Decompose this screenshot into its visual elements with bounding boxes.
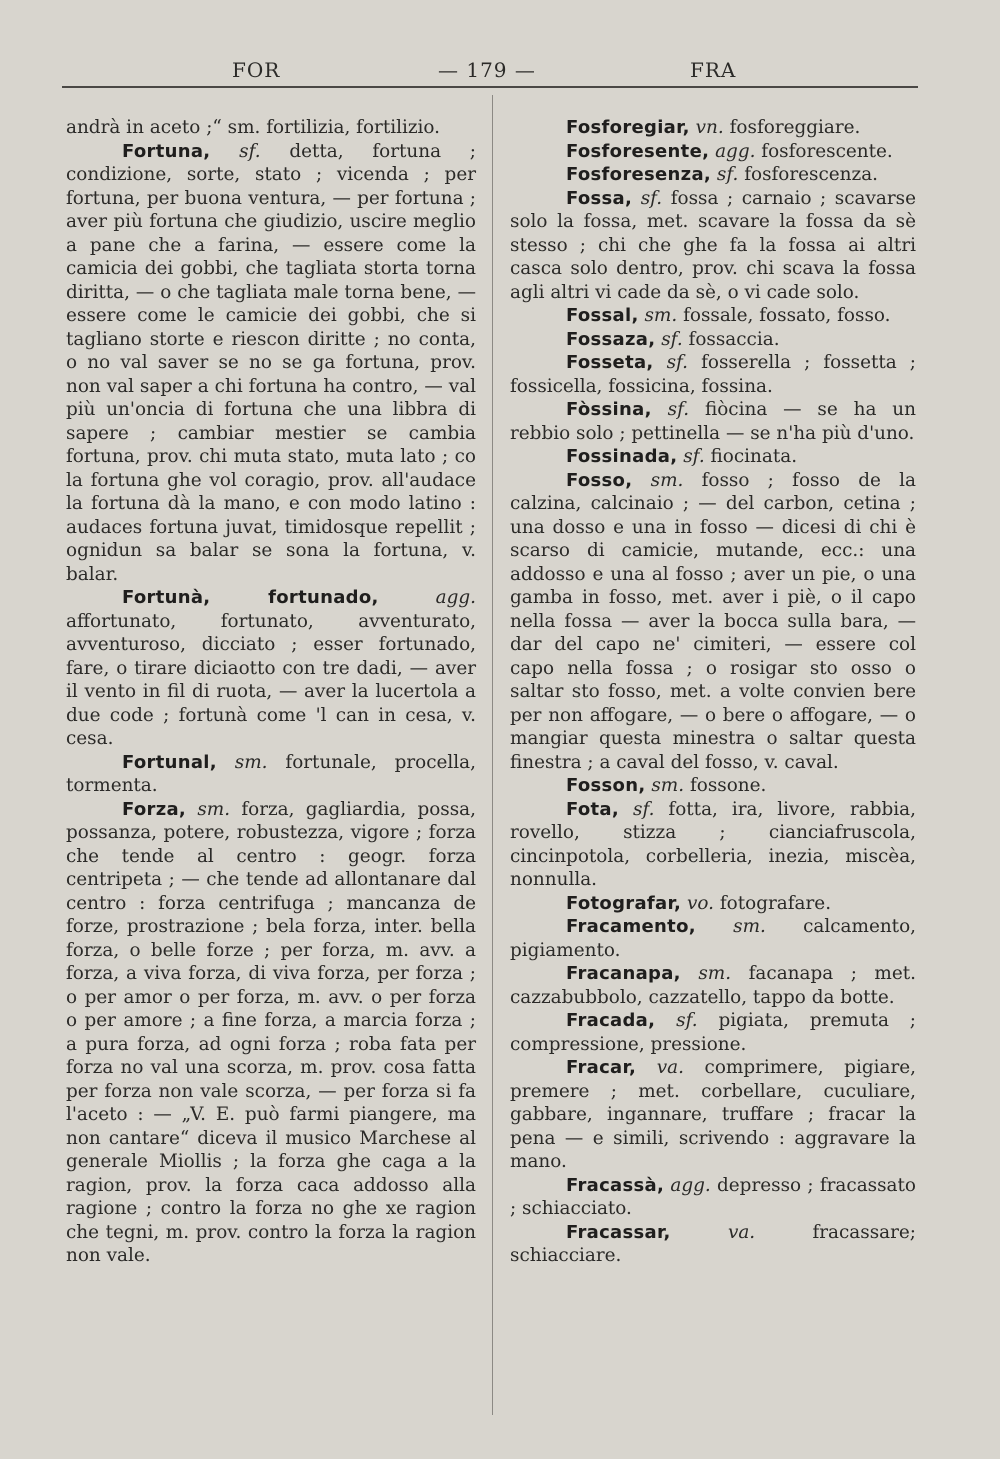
- entry-definition: fiòcina — se ha un rebbio solo ; pettinella — se n'ha più d'uno.: [510, 399, 916, 444]
- entry-definition: fosforeggiare.: [729, 117, 861, 138]
- entry-definition: fotta, ira, livore, rabbia, rovello, stizza ; cianciafruscola, cincinpotola, corbelleria, inezia, miscèa, nonnulla.: [510, 798, 916, 890]
- entry-definition: fiocinata.: [710, 446, 798, 467]
- entry-headword: Fossaza,: [566, 328, 656, 350]
- entry-part-of-speech: sf.: [661, 328, 683, 350]
- entry-headword: Fossa,: [566, 187, 633, 209]
- dictionary-entry: [66, 140, 476, 587]
- page-header: [62, 58, 918, 86]
- dictionary-entry: [510, 445, 916, 469]
- dictionary-entry: [510, 116, 916, 140]
- entry-headword: Fortunà, fortunado,: [122, 587, 379, 608]
- entry-definition: fossone.: [689, 775, 767, 796]
- entry-part-of-speech: sf.: [683, 446, 705, 467]
- entry-headword: Fracassar,: [566, 1221, 671, 1243]
- entry-continuation: [66, 116, 476, 140]
- entry-part-of-speech: sf.: [666, 352, 689, 373]
- dictionary-entry: [510, 774, 916, 798]
- entry-part-of-speech: sm.: [197, 798, 231, 820]
- entry-headword: Fota,: [566, 798, 620, 820]
- dictionary-entry: [510, 398, 916, 445]
- entry-headword: Fosforesenza,: [566, 164, 712, 185]
- entry-part-of-speech: sm.: [650, 469, 684, 491]
- entry-headword: Fotografar,: [566, 892, 682, 914]
- dictionary-entry: [510, 915, 916, 962]
- entry-part-of-speech: sm.: [733, 916, 766, 937]
- entry-headword: Fortunal,: [122, 751, 217, 773]
- entry-part-of-speech: sf.: [676, 1010, 698, 1031]
- entry-text: andrà in aceto ;“ sm. fortilizia, fortilizio.: [66, 117, 441, 138]
- entry-headword: Fosso,: [566, 469, 633, 491]
- entry-headword: Fracar,: [566, 1057, 637, 1078]
- dictionary-entry: [510, 962, 916, 1009]
- entry-definition: calcamento, pigiamento.: [510, 916, 916, 961]
- entry-definition: fosso ; fosso de la calzina, calcinaio ; — del carbon, cetina ; una dosso e una in fosso — dicesi di chi è scarso di camicie, mutande, ecc.: una addosso e una al fosso ; aver un pie, o una gamba in fosso, met. aver i piè, o il capo nella fossa — aver la bocca sulla bara, — dar del capo ne' cimiteri, — essere col capo nella fossa ; o rosigar sto osso o saltar sto fosso, met. a volte convien bere per non affogare, — o bere o affogare, — o mangiar questa minestra o saltar questa finestra ; a caval del fosso, v. caval.: [510, 469, 916, 773]
- entry-definition: forza, gagliardia, possa, possanza, potere, robustezza, vigore ; forza che tende al centro : geogr. forza centripeta ; — che tende ad allontanare dal centro : forza centrifuga ; mancanza de forze, prostrazione ; bela forza, inter. bella forza, o belle forze ; per forza, m. avv. a forza, a viva forza, di viva forza, per forza ; o per amor o per forza, m. avv. o per forza o per amore ; a fine forza, a marcia forza ; a pura forza, ad ogni forza ; roba fata per forza no val una scorza, m. prov. cosa fatta per forza non vale scorza, — per forza si fa l'aceto : — „V. E. può farmi piangere, ma non cantare“ diceva il musico Marchese al generale Miollis ; la forza ghe caga a la ragion, prov. la forza caca addosso alla ragione ; contro la forza no ghe xe ragion che tegni, m. prov. contro la forza la ragion non vale.: [66, 798, 476, 1266]
- entry-headword: Fracanapa,: [566, 963, 681, 984]
- dictionary-entry: [66, 751, 476, 798]
- entry-part-of-speech: sm.: [644, 305, 678, 326]
- entry-definition: fortunale, procella, tormenta.: [66, 751, 476, 796]
- entry-definition: facanapa ; met. cazzabubbolo, cazzatello, tappo da botte.: [510, 963, 916, 1008]
- entry-part-of-speech: sf.: [640, 187, 663, 209]
- entry-part-of-speech: va.: [727, 1221, 756, 1243]
- dictionary-entry: [510, 798, 916, 892]
- right-column: [510, 116, 916, 1268]
- dictionary-entry: [510, 1174, 916, 1221]
- entry-part-of-speech: sf.: [716, 164, 739, 185]
- entry-definition: fosforescenza.: [744, 164, 879, 185]
- entry-part-of-speech: sf.: [667, 399, 690, 420]
- entry-headword: Fracada,: [566, 1010, 656, 1031]
- header-left-guideword: FOR: [232, 58, 281, 82]
- dictionary-entry: [510, 892, 916, 916]
- entry-part-of-speech: sm.: [651, 775, 685, 796]
- dictionary-entry: [510, 140, 916, 164]
- entry-part-of-speech: sf.: [239, 140, 261, 162]
- column-divider: [492, 95, 493, 1415]
- entry-part-of-speech: agg.: [715, 140, 756, 162]
- entry-headword: Fosforesente,: [566, 140, 710, 162]
- dictionary-entry: [510, 469, 916, 775]
- entry-definition: pigiata, premuta ; compressione, pressione.: [510, 1010, 916, 1055]
- entry-part-of-speech: sm.: [234, 751, 268, 773]
- entry-part-of-speech: sf.: [633, 798, 655, 820]
- entry-definition: fotografare.: [719, 892, 832, 914]
- entry-headword: Fosforegiar,: [566, 117, 690, 138]
- dictionary-entry: [510, 351, 916, 398]
- dictionary-entry: [66, 798, 476, 1268]
- page-number: — 179 —: [438, 58, 536, 82]
- entry-headword: Fossal,: [566, 305, 639, 326]
- entry-part-of-speech: vn.: [695, 117, 724, 138]
- entry-part-of-speech: vo.: [687, 892, 715, 914]
- dictionary-entry: [66, 586, 476, 751]
- entry-definition: comprimere, pigiare, premere ; met. corbellare, cuculiare, gabbare, ingannare, truffare ; fracar la pena — e simili, scrivendo : aggravare la mano.: [510, 1057, 916, 1172]
- entry-definition: depresso ; fracassato ; schiacciato.: [510, 1174, 916, 1219]
- dictionary-entry: [510, 187, 916, 305]
- entry-part-of-speech: va.: [656, 1057, 684, 1078]
- dictionary-entry: [510, 1009, 916, 1056]
- entry-definition: detta, fortuna ; condizione, sorte, stato ; vicenda ; per fortuna, per buona ventura, — per fortuna ; aver più fortuna che giudizio, uscire meglio a pane che a farina, — essere come la camicia dei gobbi, che tagliata storta torna diritta, — o che tagliata male torna bene, — essere come le camicie dei gobbi, che si tagliano storte e riescon diritte ; no conta, o no val saver se no se ga fortuna, prov. non val saper a chi fortuna ha contro, — val più un'oncia di fortuna che una libbra di sapere ; cambiar mestier se cambia fortuna, prov. chi muta stato, muta lato ; co la fortuna ghe vol coragio, prov. all'audace la fortuna dà la mano, e con modo latino : audaces fortuna juvat, timidosque repellit ; ognidun sa balar se sona la fortuna, v. balar.: [66, 140, 476, 585]
- entry-headword: Fosseta,: [566, 352, 654, 373]
- entry-definition: fosforescente.: [761, 140, 893, 162]
- entry-definition: fossale, fossato, fosso.: [683, 305, 891, 326]
- entry-definition: fosserella ; fossetta ; fossicella, fossicina, fossina.: [510, 352, 916, 397]
- entry-headword: Fracamento,: [566, 916, 696, 937]
- entry-part-of-speech: agg.: [670, 1174, 711, 1196]
- entry-headword: Forza,: [122, 798, 187, 820]
- dictionary-entry: [510, 1056, 916, 1174]
- entry-definition: fossaccia.: [688, 328, 780, 350]
- entry-headword: Fracassà,: [566, 1174, 665, 1196]
- header-right-guideword: FRA: [690, 58, 737, 82]
- entry-headword: Fòssina,: [566, 399, 652, 420]
- entry-headword: Fortuna,: [122, 140, 211, 162]
- dictionary-entry: [510, 163, 916, 187]
- dictionary-entry: [510, 328, 916, 352]
- entry-headword: Fosson,: [566, 775, 646, 796]
- entry-definition: fossa ; carnaio ; scavarse solo la fossa, met. scavare la fossa da sè stesso ; chi che ghe fa la fossa ai altri casca solo dentro, prov. chi scava la fossa agli altri vi cade da sè, o vi cade solo.: [510, 187, 916, 303]
- entry-part-of-speech: sm.: [698, 963, 732, 984]
- header-rule: [62, 86, 918, 88]
- dictionary-entry: [510, 1221, 916, 1268]
- entry-definition: fracassare; schiacciare.: [510, 1221, 916, 1266]
- entry-definition: affortunato, fortunato, avventurato, avventuroso, dicciato ; esser fortunado, fare, o tirare diciaotto con tre dadi, — aver il vento in fil di ruota, — aver la lucertola a due code ; fortunà come 'l can in cesa, v. cesa.: [66, 610, 476, 749]
- left-column: [66, 116, 476, 1268]
- entry-part-of-speech: agg.: [435, 587, 476, 608]
- dictionary-entry: [510, 304, 916, 328]
- entry-headword: Fossinada,: [566, 446, 678, 467]
